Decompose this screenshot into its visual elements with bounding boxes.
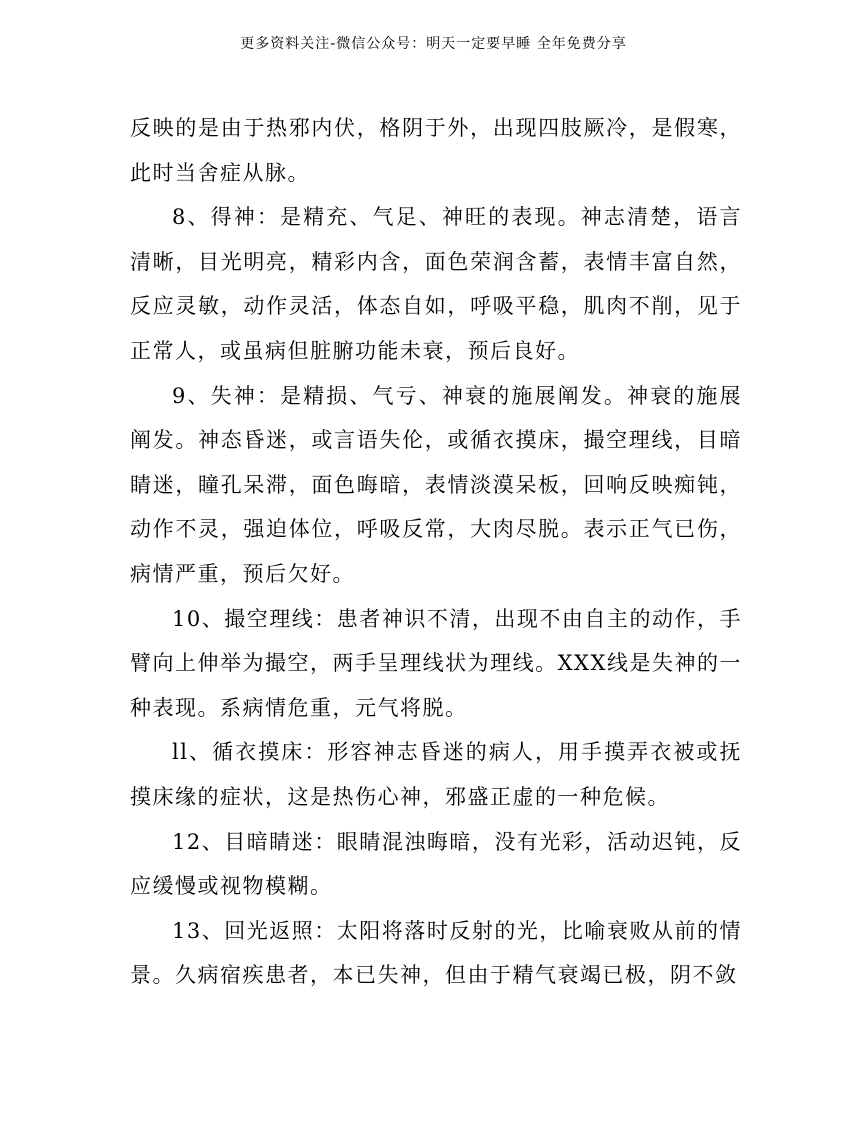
paragraph-item-10: 10、撮空理线：患者神识不清，出现不由自主的动作，手臂向上伸举为撮空，两手呈理线状为理线。XXX线是失神的一种表现。系病情危重，元气将脱。 xyxy=(130,606,742,720)
paragraph-continuation: 反映的是由于热邪内伏，格阴于外，出现四肢厥冷，是假寒，此时当舍症从脉。 xyxy=(130,116,742,185)
document-body xyxy=(130,106,742,998)
paragraph-item-13: 13、回光返照：太阳将落时反射的光，比喻衰败从前的情景。久病宿疾患者，本已失神，但由于精气衰竭已极，阴不敛 xyxy=(130,918,742,988)
paragraph-item-9: 9、失神：是精损、气亏、神衰的施展阐发。神衰的施展阐发。神态昏迷，或言语失伦，或循衣摸床，撮空理线，目暗睛迷，瞳孔呆滞，面色晦暗，表情淡漠呆板，回响反映痴钝，动作不灵，强迫体位，呼吸反常，大肉尽脱。表示正气已伤，病情严重，预后欠好。 xyxy=(130,383,742,586)
page-header: 更多资料关注-微信公众号：明天一定要早睡 全年免费分享 xyxy=(240,36,627,52)
paragraph-item-8: 8、得神：是精充、气足、神旺的表现。神志清楚，语言清晰，目光明亮，精彩内含，面色荣润含蓄，表情丰富自然，反应灵敏，动作灵活，体态自如，呼吸平稳，肌肉不削，见于正常人，或虽病但脏腑功能未衰，预后良好。 xyxy=(130,205,742,363)
paragraph-item-12: 12、目暗睛迷：眼睛混浊晦暗，没有光彩，活动迟钝，反应缓慢或视物模糊。 xyxy=(130,829,742,899)
paragraph-item-11: ll、循衣摸床：形容神志昏迷的病人，用手摸弄衣被或抚摸床缘的症状，这是热伤心神，邪盛正虚的一种危候。 xyxy=(130,740,742,809)
